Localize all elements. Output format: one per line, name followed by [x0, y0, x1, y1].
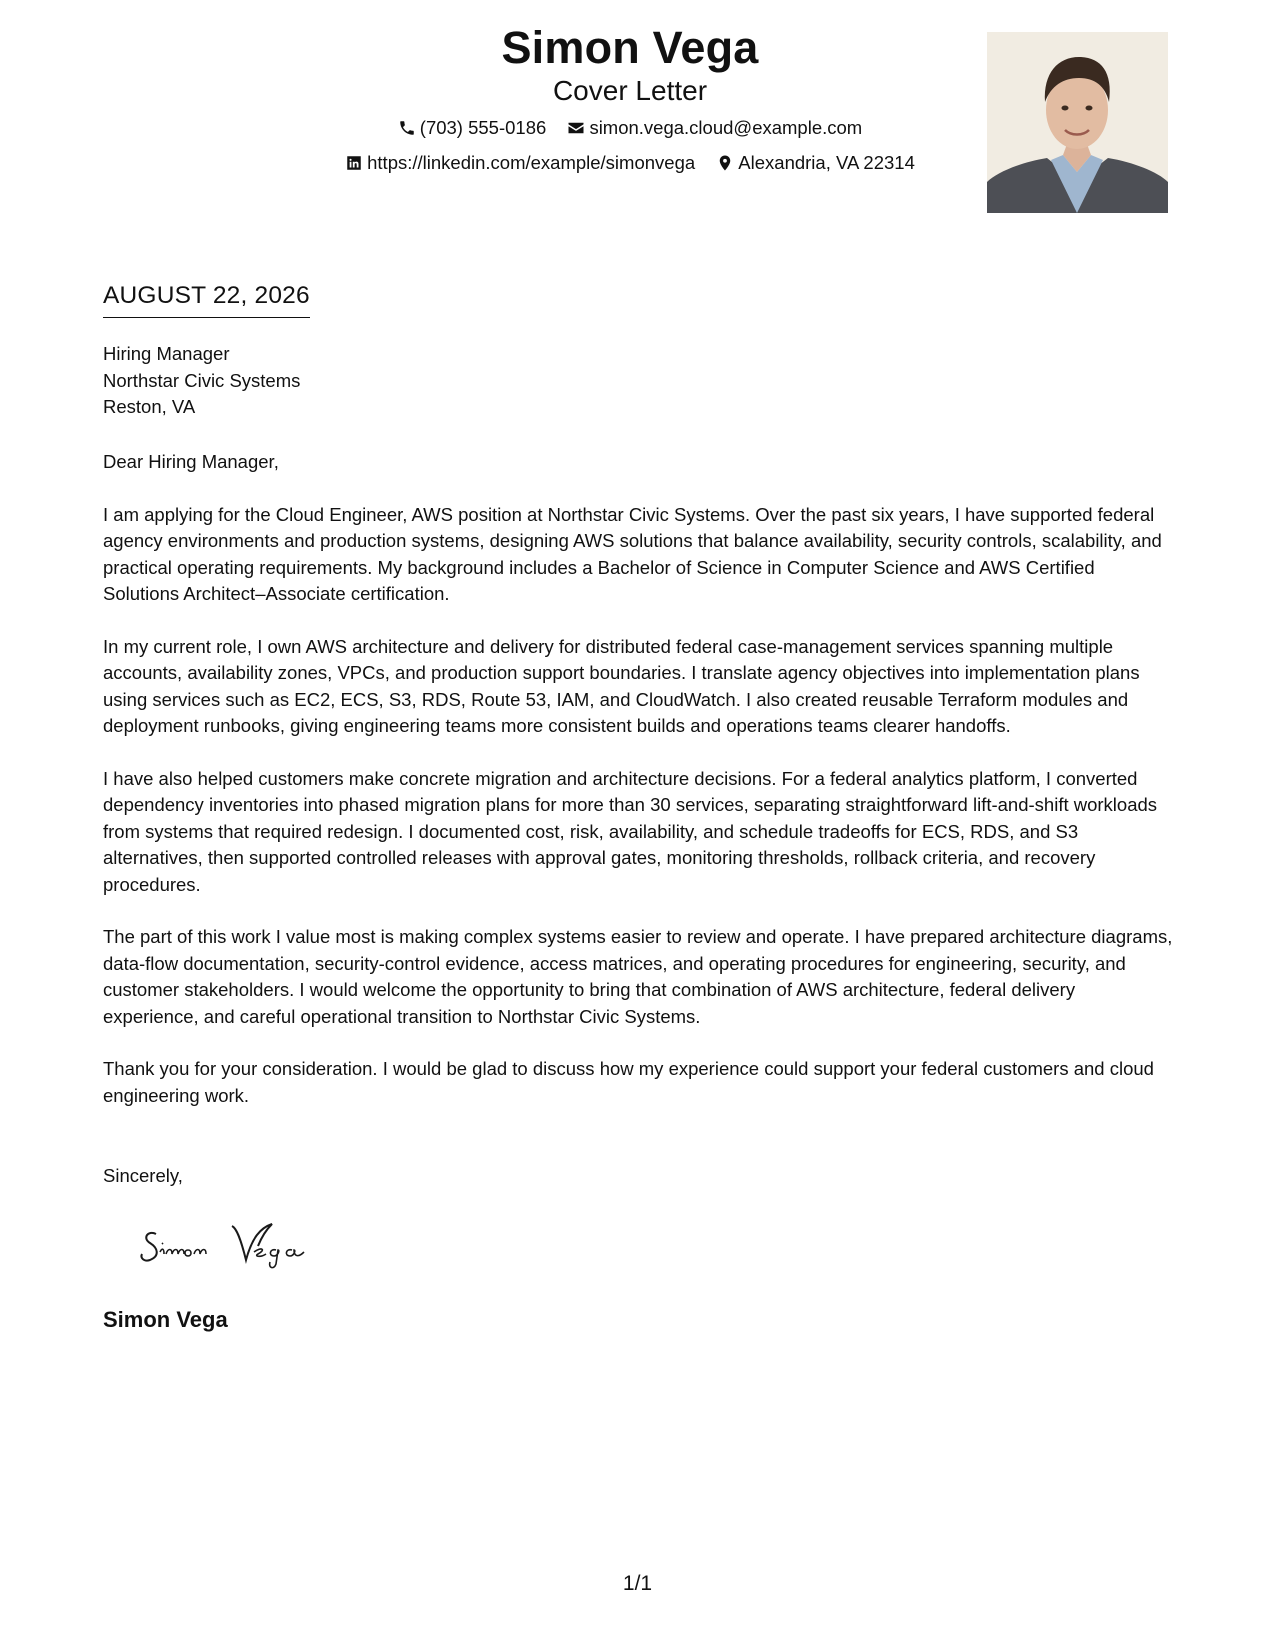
recipient-title: Hiring Manager	[103, 343, 230, 364]
handwritten-signature	[138, 1216, 328, 1271]
email-text: simon.vega.cloud@example.com	[589, 117, 863, 138]
recipient-block	[103, 341, 300, 421]
signer-name: Simon Vega	[103, 1307, 228, 1332]
map-pin-icon	[716, 154, 734, 172]
body-paragraph-3: I have also helped customers make concrete migration and architecture decisions. For a federal analytics platform, I converted dependency inventories into phased migration plans for more than 30 services, separating straightforward lift-and-shift workloads from systems that required redesign. I documented cost, risk, availability, and schedule tradeoffs for ECS, RDS, and S3 alternatives, then supported controlled releases with approval gates, monitoring thresholds, rollback criteria, and recovery procedures.	[103, 767, 1158, 895]
body-paragraph-5: Thank you for your consideration. I would be glad to discuss how my experience could support your federal customers and cloud engineering work.	[103, 1058, 1154, 1106]
portrait-image	[987, 32, 1168, 213]
contact-phone[interactable]	[398, 116, 547, 140]
location-text: Alexandria, VA 22314	[738, 152, 915, 173]
document-type: Cover Letter	[552, 75, 708, 106]
page-number: 1/1	[622, 1572, 653, 1595]
linkedin-icon	[345, 154, 363, 172]
recipient-location: Reston, VA	[103, 396, 196, 417]
body-paragraph-4: The part of this work I value most is making complex systems easier to review and operate. I have prepared architecture diagrams, data-flow documentation, security-control evidence, access matrices, and operating procedures for engineering, security, and customer stakeholders. I would welcome the opportunity to bring that combination of AWS architecture, federal delivery experience, and careful operational transition to Northstar Civic Systems.	[103, 926, 1173, 1027]
candidate-name: Simon Vega	[501, 22, 759, 73]
envelope-icon	[567, 119, 585, 137]
contact-location	[716, 151, 915, 175]
phone-icon	[398, 119, 416, 137]
letter-date: AUGUST 22, 2026	[103, 281, 310, 318]
phone-text: (703) 555-0186	[419, 117, 547, 138]
linkedin-text: https://linkedin.com/example/simonvega	[367, 152, 696, 173]
body-paragraph-1: I am applying for the Cloud Engineer, AWS position at Northstar Civic Systems. Over the past six years, I have supported federal agency environments and production systems, designing AWS solutions that balance availability, security controls, scalability, and practical operating requirements. My background includes a Bachelor of Science in Computer Science and AWS Certified Solutions Architect–Associate certification.	[103, 503, 1162, 604]
contact-email[interactable]	[567, 116, 862, 140]
body-paragraph-2: In my current role, I own AWS architecture and delivery for distributed federal case-management services spanning multiple accounts, availability zones, VPCs, and production support boundaries. I translate agency objectives into implementation plans using services such as EC2, ECS, S3, RDS, Route 53, IAM, and CloudWatch. I also created reusable Terraform modules and deployment runbooks, giving engineering teams more consistent builds and operations teams clearer handoffs.	[103, 635, 1140, 736]
salutation: Dear Hiring Manager,	[103, 451, 279, 472]
letter-body	[103, 449, 1173, 1135]
candidate-photo	[987, 32, 1168, 213]
closing-line: Sincerely,	[103, 1165, 183, 1186]
contact-linkedin[interactable]	[345, 151, 695, 175]
recipient-company: Northstar Civic Systems	[103, 369, 301, 391]
